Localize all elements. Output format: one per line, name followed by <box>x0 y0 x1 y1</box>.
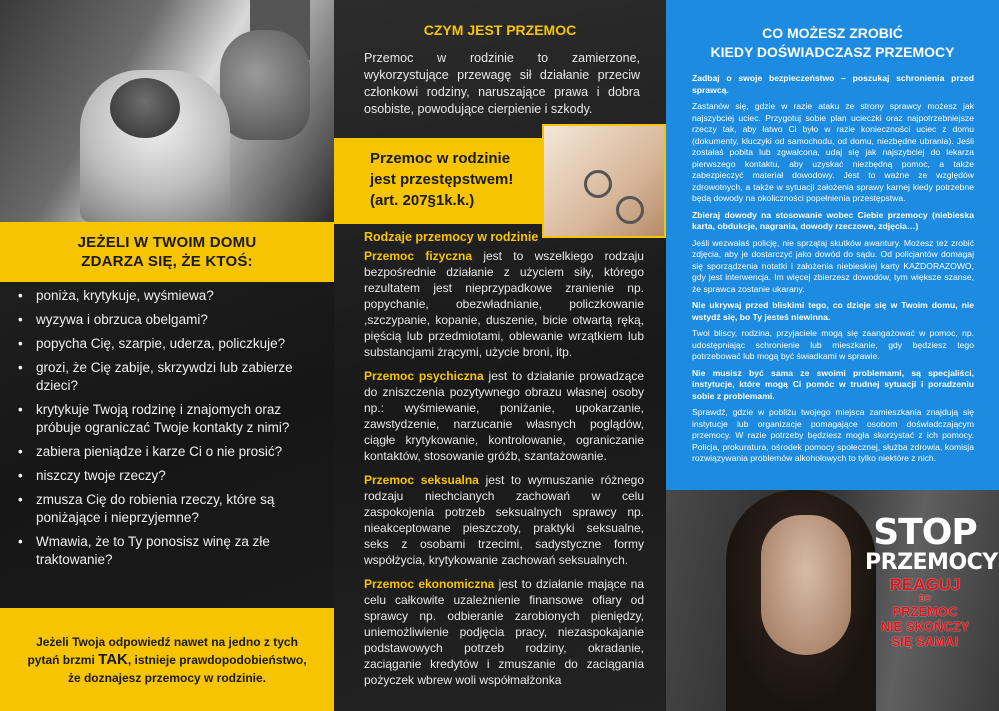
advice-text: Sprawdź, gdzie w pobliżu twojego miejsca zamieszkania znajdują się instytucje lub organizacje pomagające osobom doświadczającym przemocy. W razie potrzeby będziesz mogła skorzystać z ich pomocy. Policja, prokuratura, ośrodek pomocy społecznej, służba zdrowia, komisja rozwiązywania problemów alkoholowych to tylko niektóre z nich. <box>692 407 974 463</box>
violence-photo <box>0 0 334 222</box>
list-item: • zmusza Cię do robienia rzeczy, które są poniżające i nieprzyjemne? <box>18 491 318 527</box>
left-panel <box>0 0 334 711</box>
slogan-przemoc: PRZEMOC <box>892 604 958 619</box>
right-panel <box>666 0 999 711</box>
advice-heading: Zbieraj dowody na stosowanie wobec Ciebie przemocy (niebieska karta, obdukcje, nagrania, dowody rzeczowe, zdjęcia…) <box>692 209 974 231</box>
crime-line-3: (art. 207§1k.k.) <box>370 192 475 209</box>
middle-panel <box>334 0 666 711</box>
types-heading: Rodzaje przemocy w rodzinie <box>364 230 539 244</box>
slogan-nie-skonczy: NIE SKOŃCZY <box>880 619 970 634</box>
abuse-checklist <box>18 287 318 575</box>
list-item: • grozi, że Cię zabije, skrzywdzi lub zabierze dzieci? <box>18 359 318 395</box>
violence-types <box>364 230 644 696</box>
footer-part-1: Jeżeli Twoja odpowiedź nawet na jedno z tych pytań brzmi <box>27 634 298 667</box>
slogan-bo: BO <box>919 594 931 603</box>
slogan-stop: STOP <box>873 512 977 553</box>
type-name: Przemoc seksualna <box>364 473 479 487</box>
advice-heading: Nie ukrywaj przed bliskimi tego, co dzieje się w Twoim domu, nie wstydź się, bo Ty jesteś niewinna. <box>692 300 974 322</box>
help-title <box>666 24 999 62</box>
answer-footer-text <box>22 633 312 687</box>
slogan-sie-sama: SIĘ SAMA! <box>891 634 959 649</box>
list-item: • Wmawia, że to Ty ponosisz winę za złe traktowanie? <box>18 533 318 569</box>
advice-text: Jeśli wezwałaś policję, nie sprzątaj skutków awantury. Możesz też zrobić zdjęcia, aby je dostarczyć jako dowód do sądu. Od policjantów domagaj się sporządzenia notatki i założenia niebieskiej karty KAŻDORAZOWO, gdy jest interwencja. Im więcej zbierzesz dowodów, tym większe szanse, że sprawca zostanie ukarany. <box>692 237 974 294</box>
type-economic <box>364 576 644 688</box>
type-text: jest to działanie prowadzące do zniszczenia pozytywnego obrazu własnej osoby np.: wyśmiewanie, poniżanie, upokarzanie, zawstydzenie, narzucanie własnych poglądów, ciągłe krytykowanie, kontrolowanie, ograniczanie kontaktów, stosowanie gróźb, szantażowanie. <box>364 369 644 463</box>
crime-line-1: Przemoc w rodzinie <box>370 150 511 167</box>
advice-text: Zastanów się, gdzie w razie ataku ze strony sprawcy możesz jak najszybciej uciec. Przygotuj sobie plan ucieczki oraz najpotrzebniejsze rzeczy tak, aby łatwo Ci było w razie konieczności uciec z domu (dokumenty, kluczyki od samochodu, od domu, niezbędne ubrania). Jeśli zostałaś pobita lub zgwałcona, udaj się jak najszybciej do lekarza pierwszego kontaktu, aby uzyskać niezbędną pomoc, a także zabezpieczyć materiał dowodowy. Jest to ważne ze względów zdrowotnych, a także w sytuacji założenia sprawy karnej kiedy potrzebne będą dowody na okoliczności popełnienia przestępstwa. <box>692 101 974 203</box>
footer-part-2: , istnieje prawdopodobieństwo, że doznajesz przemocy w rodzinie. <box>67 652 307 685</box>
photo-face <box>761 515 851 655</box>
type-psychological <box>364 368 644 464</box>
list-item: • poniża, krytykuje, wyśmiewa? <box>18 287 318 305</box>
photo-victim-head <box>110 78 180 138</box>
advice-heading: Zadbaj o swoje bezpieczeństwo – poszukaj schronienia przed sprawcą. <box>692 73 974 95</box>
crime-notice-text <box>370 148 550 211</box>
question-header-line-1: JEŻELI W TWOIM DOMU <box>77 234 257 251</box>
woman-photo <box>666 490 999 711</box>
crime-line-2: jest przestępstwem! <box>370 171 514 188</box>
type-text: jest to działanie mające na celu całkowite uzależnienie finansowe ofiary od sprawcy np. odbieranie zarobionych pieniędzy, uniemożliwienie podjęcia pracy, niezaspokajanie podstawowych potrzeb rodziny, okradanie, zaciąganie kredytów i zmuszanie do zaciągania pożyczek wbrew woli współmałżonka <box>364 577 645 687</box>
list-item: • wyzywa i obrzuca obelgami? <box>18 311 318 329</box>
type-name: Przemoc fizyczna <box>364 249 473 263</box>
list-item: • zabiera pieniądze i karze Ci o nie prosić? <box>18 443 318 461</box>
slogan-przemocy: PRZEMOCY <box>865 550 998 575</box>
list-item: • popycha Cię, szarpie, uderza, policzkuje? <box>18 335 318 353</box>
handcuffs-photo <box>542 124 666 238</box>
list-item: • krytykuje Twoją rodzinę i znajomych oraz próbuje ograniczać Twoje kontakty z nimi? <box>18 401 318 437</box>
footer-tak: TAK <box>98 650 128 668</box>
type-text: jest to wymuszanie różnego rodzaju niechcianych zachowań w celu zaspokojenia potrzeb seksualnych sprawcy np. nieakceptowane pieszczoty, praktyki seksualne, seks z osobami trzecimi, sadystyczne formy współżycia, krytykowanie zachowań seksualnych. <box>364 473 644 567</box>
question-header-line-2: ZDARZA SIĘ, ŻE KTOŚ: <box>81 253 253 270</box>
help-title-line-1: CO MOŻESZ ZROBIĆ <box>762 25 903 41</box>
definition-text: Przemoc w rodzinie to zamierzone, wykorzystujące przewagę sił działanie przeciw członkowi rodziny, naruszające prawa i dobra osobiste, powodujące cierpienie i szkody. <box>364 51 640 116</box>
type-name: Przemoc psychiczna <box>364 369 484 383</box>
crime-notice <box>334 138 666 224</box>
cuff-left <box>584 170 612 198</box>
type-text: jest to wszelkiego rodzaju bezpośrednie działanie z użyciem siły, którego rezultatem jest nieprzypadkowe zranienie np. popychanie, obezwładnianie, policzkowanie ,szczypanie, kopanie, duszenie, bicie otwartą ręką, pięścią lub przedmiotami, oblewanie wrzątkiem lub substancjami żrącymi, użycie broni, itp. <box>364 249 644 359</box>
cuff-right <box>616 196 644 224</box>
type-physical <box>364 248 644 360</box>
advice-heading: Nie musisz być sama ze swoimi problemami, są specjaliści, instytucje, które mogą Ci pomóc w trudnej sytuacji i poradzeniu sobie z problemami. <box>692 367 974 401</box>
stop-violence-slogan <box>865 512 998 649</box>
list-item: • niszczy twoje rzeczy? <box>18 467 318 485</box>
type-sexual <box>364 472 644 568</box>
question-header <box>0 222 334 282</box>
type-name: Przemoc ekonomiczna <box>364 577 495 591</box>
photo-fist <box>220 30 310 140</box>
help-title-line-2: KIEDY DOŚWIADCZASZ PRZEMOCY <box>710 44 955 60</box>
advice-text: Twoi bliscy, rodzina, przyjaciele mogą się zaangażować w pomoc, np. udostępniając schronienie lub mieszkanie, gdy będziesz tego potrzebować lub mogą być świadkami w sprawie. <box>692 328 974 361</box>
help-advice <box>692 73 974 470</box>
section-title: CZYM JEST PRZEMOC <box>423 22 577 38</box>
slogan-reaguj: REAGUJ <box>889 575 961 594</box>
answer-footer <box>0 608 334 711</box>
